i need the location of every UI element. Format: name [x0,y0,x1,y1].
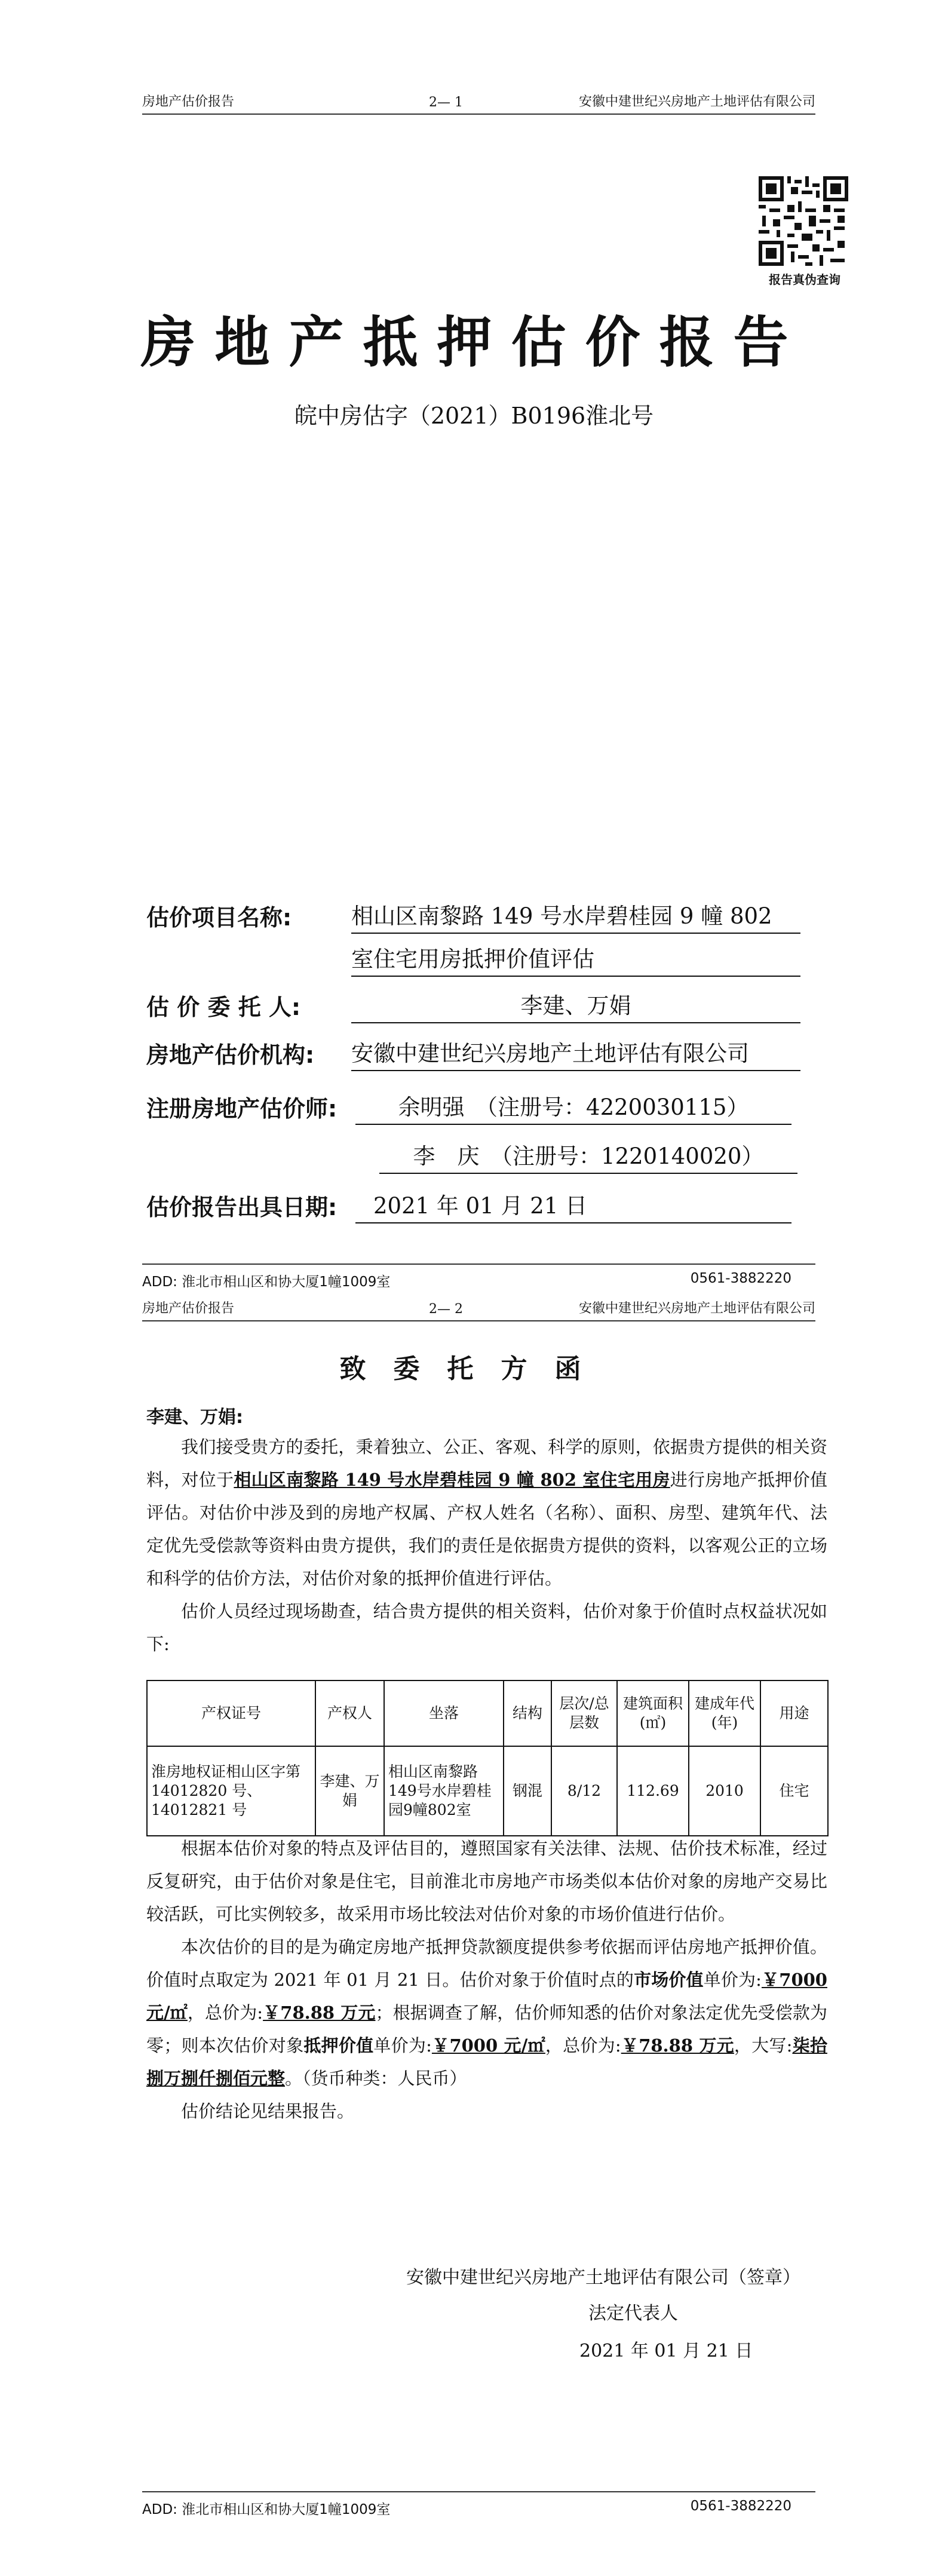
report-title: 房地产抵押估价报告 [140,311,808,375]
footer-phone: 0561-3882220 [690,1271,791,1286]
p4-text-e: 单价为: [373,2035,432,2056]
p4-text-h: 。（货币种类：人民币） [285,2068,467,2089]
cell-year: 2010 [689,1746,760,1836]
footer-address: ADD: 淮北市相山区和协大厦1幢1009室 [142,1274,391,1290]
header-page-number: 2— 1 [429,95,463,110]
agency-label: 房地产估价机构: [146,1042,315,1068]
page-header [142,90,815,115]
col-year: 建成年代(年) [689,1680,760,1746]
p1-text-a: 我们接受贵方的委托，秉着独立、公正、客观、科学的原则，依据贵方提供的相关资料，对位于 [146,1437,827,1490]
page-footer [142,2491,815,2516]
cell-certificate: 淮房地权证相山区字第 14012820 号、14012821 号 [147,1746,315,1836]
client-label: 估 价 委 托 人: [146,994,301,1020]
p4-text-a: 本次估价的目的是为确定房地产抵押贷款额度提供参考依据而评估房地产抵押价值。价值时点取定为 2021 年 01 月 21 日。估价对象于价值时点的 [146,1937,827,1990]
project-name-label: 估价项目名称: [146,904,292,931]
col-area: 建筑面积(㎡) [617,1680,689,1746]
cell-owner: 李建、万娟 [315,1746,384,1836]
letter-title: 致委托方函 [339,1354,609,1384]
paragraph-1 [146,1431,827,1595]
col-location: 坐落 [384,1680,504,1746]
issue-date-value: 2021 年 01 月 21 日 [355,1188,791,1223]
header-company: 安徽中建世纪兴房地产土地评估有限公司 [578,1301,815,1316]
signature-company: 安徽中建世纪兴房地产土地评估有限公司（签章） [406,2267,800,2288]
header-left: 房地产估价报告 [142,94,235,109]
p4-text-g: ，大写: [734,2035,793,2056]
page-header [142,1296,815,1321]
header-company: 安徽中建世纪兴房地产土地评估有限公司 [578,94,815,109]
salutation: 李建、万娟: [146,1407,243,1428]
p1-text-b: 进行房地产抵押价值评估。对估价中涉及到的房地产权属、产权人姓名（名称）、面积、房型、建筑年代、法定优先受偿款等资料由贵方提供，我们的责任是依据贵方提供的资料，以客观公正的立场和科学的估价方法，对估价对象的抵押价值进行评估。 [146,1470,827,1588]
signature-date: 2021 年 01 月 21 日 [579,2341,753,2362]
cell-area: 112.69 [617,1746,689,1836]
footer-phone: 0561-3882220 [690,2498,791,2514]
report-number: 皖中房估字（2021）B0196淮北号 [294,403,654,429]
cell-floor: 8/12 [551,1746,617,1836]
col-structure: 结构 [504,1680,551,1746]
letter-conclusion [146,1832,827,2128]
project-name-line1: 相山区南黎路 149 号水岸碧桂园 9 幢 802 [351,898,800,934]
issue-date-label: 估价报告出具日期: [146,1194,338,1220]
market-value-label: 市场价值 [634,1970,704,1990]
page-footer [142,1264,815,1289]
qr-code-icon[interactable] [759,176,848,266]
paragraph-5: 估价结论见结果报告。 [181,2101,355,2121]
cell-structure: 钢混 [504,1746,551,1836]
client-value: 李建、万娟 [351,988,800,1023]
project-name-line2: 室住宅用房抵押价值评估 [351,941,800,977]
header-left: 房地产估价报告 [142,1301,235,1316]
paragraph-3: 根据本估价对象的特点及评估目的，遵照国家有关法律、法规、估价技术标准，经过反复研究，由于估价对象是住宅，目前淮北市房地产市场类似本估价对象的房地产交易比较活跃，可比实例较多，故采用市场比较法对估价对象的市场价值进行估价。 [146,1838,827,1924]
cell-usage: 住宅 [760,1746,828,1836]
total-in-words: 柒拾捌万捌仟捌佰元整 [146,2035,827,2089]
mortgage-value-label: 抵押价值 [303,2035,374,2056]
paragraph-4 [146,1931,827,2095]
appraiser-label: 注册房地产估价师: [146,1096,338,1122]
qr-caption: 报告真伪查询 [769,272,840,287]
col-certificate: 产权证号 [147,1680,315,1746]
p4-text-c: ，总价为: [187,2002,263,2023]
market-unit-price: ￥7000 元/㎡ [146,1970,827,2023]
col-owner: 产权人 [315,1680,384,1746]
p4-text-f: ，总价为: [545,2035,621,2056]
cell-location: 相山区南黎路149号水岸碧桂园9幢802室 [384,1746,504,1836]
property-address: 相山区南黎路 149 号水岸碧桂园 9 幢 802 室住宅用房 [234,1470,670,1490]
col-usage: 用途 [760,1680,828,1746]
signature-representative: 法定代表人 [588,2303,678,2324]
market-total-price: ￥78.88 万元 [263,2002,376,2023]
mortgage-total-price: ￥78.88 万元 [621,2035,734,2056]
p4-text-b: 单价为: [703,1970,762,1990]
property-table [146,1680,829,1836]
paragraph-2: 估价人员经过现场勘查，结合贵方提供的相关资料，估价对象于价值时点权益状况如下: [146,1601,827,1654]
mortgage-unit-price: ￥7000 元/㎡ [431,2035,545,2056]
agency-value: 安徽中建世纪兴房地产土地评估有限公司 [351,1035,800,1071]
footer-address: ADD: 淮北市相山区和协大厦1幢1009室 [142,2502,391,2517]
col-floor: 层次/总层数 [551,1680,617,1746]
appraiser-2: 李 庆 （注册号：1220140020） [379,1138,797,1174]
appraiser-1: 余明强 （注册号：4220030115） [355,1089,791,1125]
letter-page [0,1296,948,2576]
table-header-row [147,1680,828,1746]
table-row [147,1746,828,1836]
letter-intro [146,1431,827,1661]
p4-text-d: ；根据调查了解，估价师知悉的估价对象法定优先受偿款为零；则本次估价对象 [146,2002,827,2056]
header-page-number: 2— 2 [429,1302,463,1317]
